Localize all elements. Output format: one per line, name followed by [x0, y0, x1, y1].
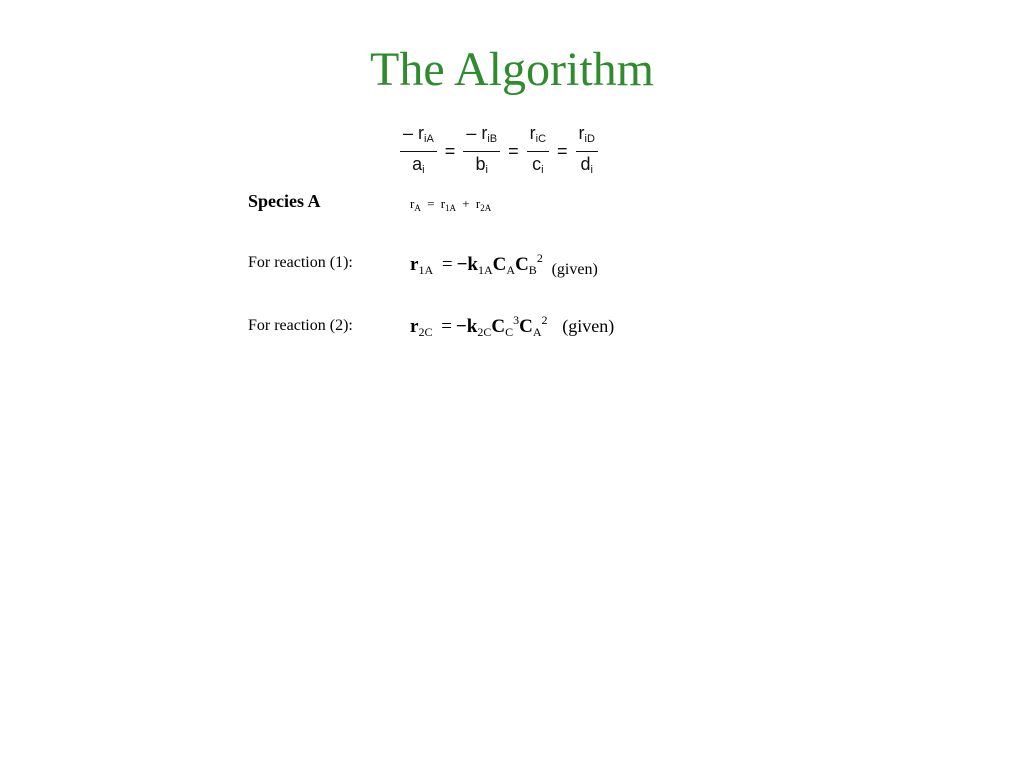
fraction-a [400, 122, 437, 181]
stoichiometric-ratio-equation [398, 122, 600, 181]
denominator-b-sub: i [485, 164, 488, 176]
numerator-a-sub: iA [424, 133, 434, 145]
r2-lhs-sub: 2C [418, 325, 433, 339]
denominator-d-sub: i [590, 164, 593, 176]
fraction-d [576, 122, 598, 181]
species-term1: r [440, 196, 446, 211]
reaction-1-rate-law [410, 251, 598, 279]
numerator-d: r [578, 123, 585, 143]
r2-given-note: (given) [562, 316, 615, 336]
denominator-d: d [580, 154, 591, 174]
reaction-2-label: For reaction (2): [248, 317, 353, 334]
r1-equals: = [441, 254, 453, 275]
r2-conc-2-sub: A [532, 325, 542, 339]
r2-lhs: r [410, 316, 419, 337]
denominator-c-sub: i [541, 164, 544, 176]
species-a-equation [410, 196, 491, 213]
r1-lhs: r [410, 254, 419, 275]
equals-sign-2: = [508, 141, 519, 161]
denominator-a: a [412, 154, 423, 174]
denominator-a-sub: i [422, 164, 425, 176]
species-term2: r [475, 196, 481, 211]
numerator-d-sub: iD [584, 133, 595, 145]
r2-conc-1: C [491, 316, 506, 337]
r1-conc-2-exponent: 2 [536, 251, 543, 265]
species-term2-sub: 2A [480, 203, 492, 213]
r1-conc-1-sub: A [506, 263, 516, 277]
numerator-b-sub: iB [487, 133, 498, 145]
numerator-c-sub: iC [535, 133, 547, 145]
reaction-2-rate-law [410, 313, 614, 340]
species-equals: = [427, 196, 435, 211]
denominator-c: c [532, 154, 542, 174]
numerator-a: – r [403, 123, 425, 143]
r2-rate-constant-sub: 2C [477, 325, 492, 339]
numerator-b: – r [466, 123, 488, 143]
species-rate-symbol: r [410, 196, 415, 211]
equals-sign-3: = [557, 141, 568, 161]
species-rate-sub: A [414, 203, 421, 213]
r2-equals: = [441, 316, 452, 337]
species-a-label: Species A [248, 191, 321, 211]
fraction-b [463, 122, 500, 181]
r2-rate-constant: −k [455, 316, 478, 337]
r2-conc-2: C [519, 316, 533, 337]
denominator-b: b [475, 154, 486, 174]
species-term1-sub: 1A [445, 203, 457, 213]
numerator-c: r [529, 123, 536, 143]
slide-title: The Algorithm [370, 43, 654, 96]
r2-conc-1-exponent: 3 [513, 313, 520, 327]
r2-conc-1-sub: C [505, 325, 514, 339]
r1-conc-1: C [492, 254, 507, 275]
reaction-1-label: For reaction (1): [248, 254, 353, 271]
species-plus: + [462, 196, 470, 211]
r1-rate-constant: −k [456, 254, 478, 275]
equals-sign-1: = [444, 141, 456, 161]
r2-conc-2-exponent: 2 [541, 313, 548, 327]
fraction-c [527, 122, 549, 181]
r1-conc-2: C [515, 254, 529, 275]
r1-given-note: (given) [551, 261, 598, 278]
r1-conc-2-sub: B [528, 263, 537, 277]
r1-lhs-sub: 1A [418, 263, 434, 277]
r1-rate-constant-sub: 1A [477, 263, 493, 277]
